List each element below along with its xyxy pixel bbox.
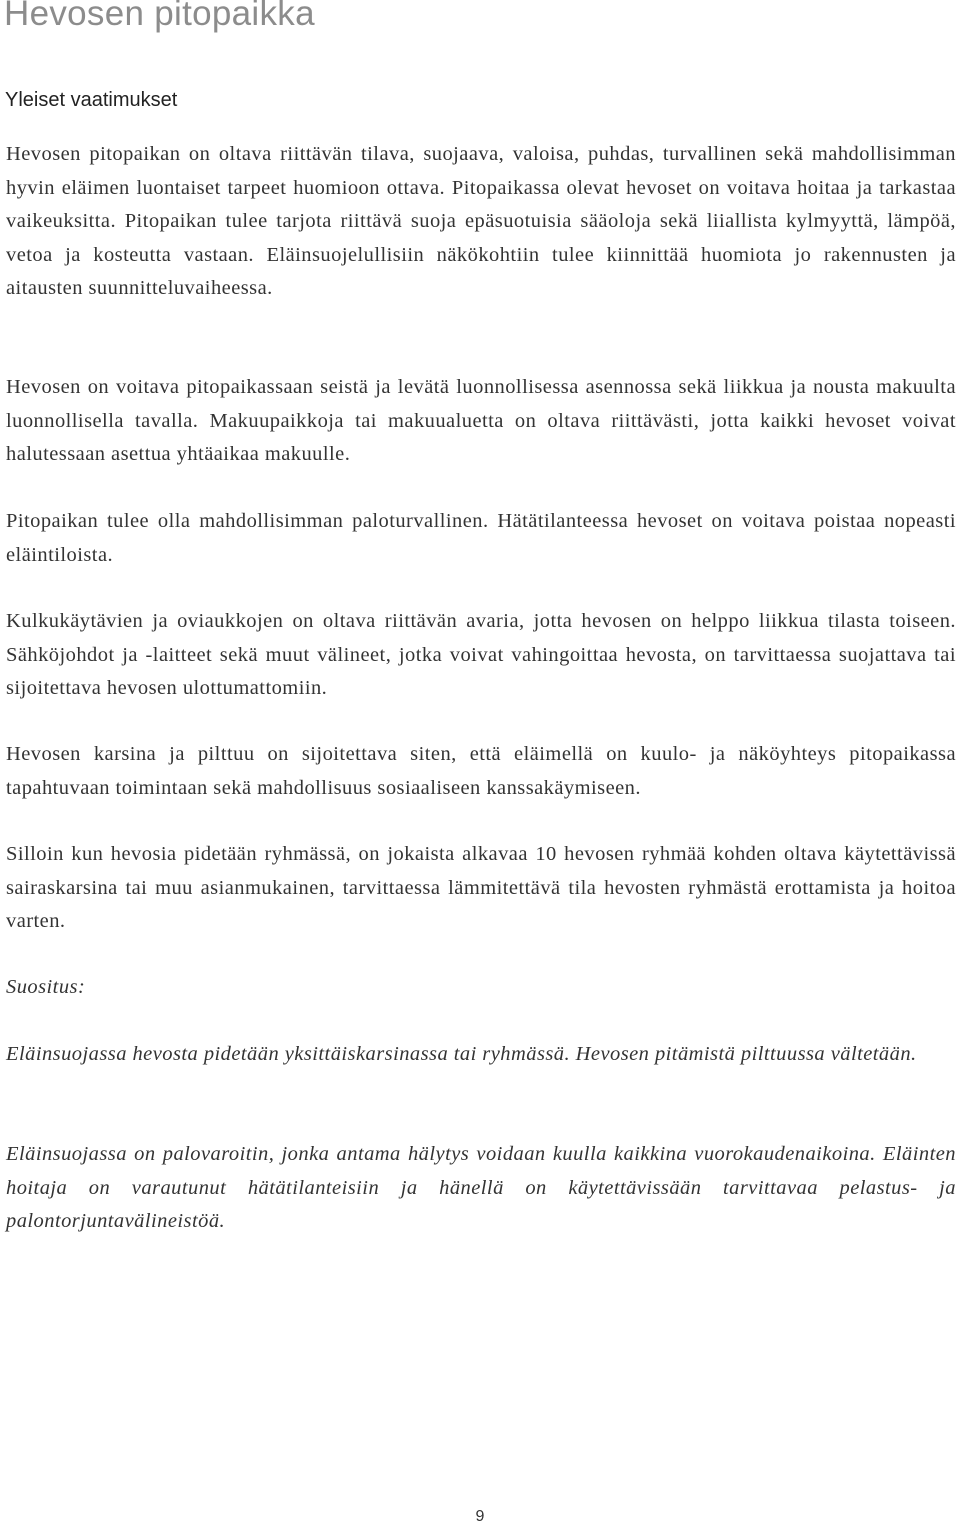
recommendation-label: Suositus:	[6, 976, 86, 998]
paragraph-stall-placement: Hevosen karsina ja pilttuu on sijoitettava siten, että eläimellä on kuulo- ja näköyhteys pitopaikassa tapahtuvaan toimintaan sekä mahdollisuus sosiaaliseen kanssakäymiseen.	[6, 743, 956, 799]
section-heading: Yleiset vaatimukset	[5, 89, 178, 111]
paragraph-sick-stall: Silloin kun hevosia pidetään ryhmässä, on jokaista alkavaa 10 hevosen ryhmää kohden oltava käytettävissä sairaskarsina tai muu asianmukainen, tarvittaessa lämmitettävä tila hevosten ryhmästä erottamista ja hoitoa varten.	[6, 843, 956, 932]
paragraph-lying-space: Hevosen on voitava pitopaikassaan seistä ja levätä luonnollisessa asennossa sekä liikkua ja nousta makuulta luonnollisella tavalla. Makuupaikkoja tai makuualuetta on oltava riittävästi, jotta kaikki hevoset voivat halutessaan asettua yhtäaikaa makuulle.	[6, 376, 956, 465]
paragraph-passageways: Kulkukäytävien ja oviaukkojen on oltava riittävän avaria, jotta hevosen on helppo liikkua tilasta toiseen. Sähköjohdot ja -laitteet sekä muut välineet, jotka voivat vahingoittaa hevosta, on tarvittaessa suojattava tai sijoitettava hevosen ulottumattomiin.	[6, 610, 956, 699]
page-title: Hevosen pitopaikka	[4, 0, 315, 33]
paragraph-fire-safety: Pitopaikan tulee olla mahdollisimman paloturvallinen. Hätätilanteessa hevoset on voitava poistaa nopeasti eläintiloista.	[6, 510, 956, 566]
recommendation-housing: Eläinsuojassa hevosta pidetään yksittäiskarsinassa tai ryhmässä. Hevosen pitämistä pilttuussa vältetään.	[6, 1043, 917, 1065]
page-number: 9	[475, 1508, 485, 1525]
paragraph-general-requirements: Hevosen pitopaikan on oltava riittävän tilava, suojaava, valoisa, puhdas, turvallinen sekä mahdollisimman hyvin eläimen luontaiset tarpeet huomioon ottava. Pitopaikassa olevat hevoset on voitava hoitaa ja tarkastaa vaikeuksitta. Pitopaikan tulee tarjota riittävä suoja epäsuotuisia sääoloja sekä liiallista kylmyyttä, lämpöä, vetoa ja kosteutta vastaan. Eläinsuojelullisiin näkökohtiin tulee kiinnittää huomiota jo rakennusten ja aitausten suunnitteluvaiheessa.	[6, 143, 956, 299]
recommendation-fire-alarm: Eläinsuojassa on palovaroitin, jonka antama hälytys voidaan kuulla kaikkina vuorokaudenaikoina. Eläinten hoitaja on varautunut hätätilanteisiin ja hänellä on käytettävissään tarvittavaa pelastus- ja palontorjuntavälineistöä.	[6, 1143, 956, 1232]
